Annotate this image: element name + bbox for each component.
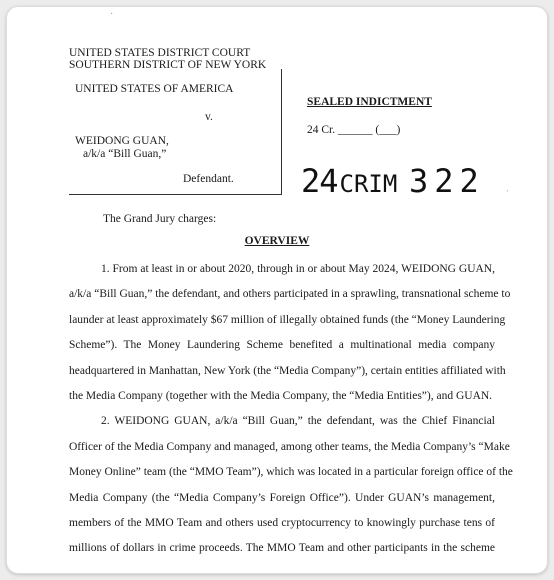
paragraph [69, 257, 511, 409]
paragraph-line: a/k/a “Bill Guan,” the defendant, and others participated in a sprawling, transnational scheme to [69, 288, 511, 301]
paragraph [69, 409, 513, 561]
paragraph-line: 2. WEIDONG GUAN, a/k/a “Bill Guan,” the defendant, was the Chief Financial [101, 415, 495, 428]
caption-versus: v. [205, 111, 213, 123]
stamp-type: CRIM [339, 170, 398, 198]
paragraph-line: Media Company (the “Media Company’s Foreign Office”). Under GUAN’s management, [69, 491, 495, 504]
scan-speck: · [110, 9, 114, 20]
indictment-body [69, 257, 513, 562]
section-heading: OVERVIEW [244, 235, 310, 247]
caption-defendant-name: WEIDONG GUAN, [75, 135, 169, 147]
paragraph-line: 1. From at least in or about 2020, through in or about May 2024, WEIDONG GUAN, [101, 263, 495, 275]
paragraph-line: Money Online” team (the “MMO Team”), which was located in a particular foreign office of the [69, 466, 513, 479]
caption-plaintiff: UNITED STATES OF AMERICA [75, 83, 234, 95]
court-name: UNITED STATES DISTRICT COURT [69, 47, 251, 59]
docket-number-blank: 24 Cr. ______ (___) [307, 124, 401, 136]
court-district: SOUTHERN DISTRICT OF NEW YORK [69, 59, 267, 71]
docket-stamp [301, 162, 485, 200]
case-caption-box [69, 69, 282, 195]
paragraph-line: Officer of the Media Company and managed, among other teams, the Media Company’s “Make [69, 440, 510, 453]
grand-jury-charges: The Grand Jury charges: [103, 213, 217, 225]
document-title: SEALED INDICTMENT [307, 96, 432, 108]
caption-defendant-alias: a/k/a “Bill Guan,” [83, 148, 167, 160]
paragraph-line: launder at least approximately $67 million of illegally obtained funds (the “Money Laundering [69, 313, 506, 326]
paragraph-line: members of the MMO Team and others used cryptocurrency to knowingly purchase tens of [69, 517, 495, 530]
stamp-number: 322 [408, 162, 485, 200]
paragraph-line: Scheme”). The Money Laundering Scheme benefited a multinational media company [69, 339, 495, 352]
court-header [69, 47, 266, 71]
paragraph-line: headquartered in Manhattan, New York (the “Media Company”), certain entities affiliated with [69, 364, 506, 377]
document-page [6, 6, 548, 574]
caption-defendant-label: Defendant. [183, 173, 234, 185]
scan-mark: ˊ [505, 188, 513, 201]
stamp-year: 24 [301, 162, 338, 200]
paragraph-line: millions of dollars in crime proceeds. The MMO Team and other participants in the scheme [69, 542, 495, 555]
paragraph-line: the Media Company (together with the Media Company, the “Media Entities”), and GUAN. [69, 390, 493, 403]
